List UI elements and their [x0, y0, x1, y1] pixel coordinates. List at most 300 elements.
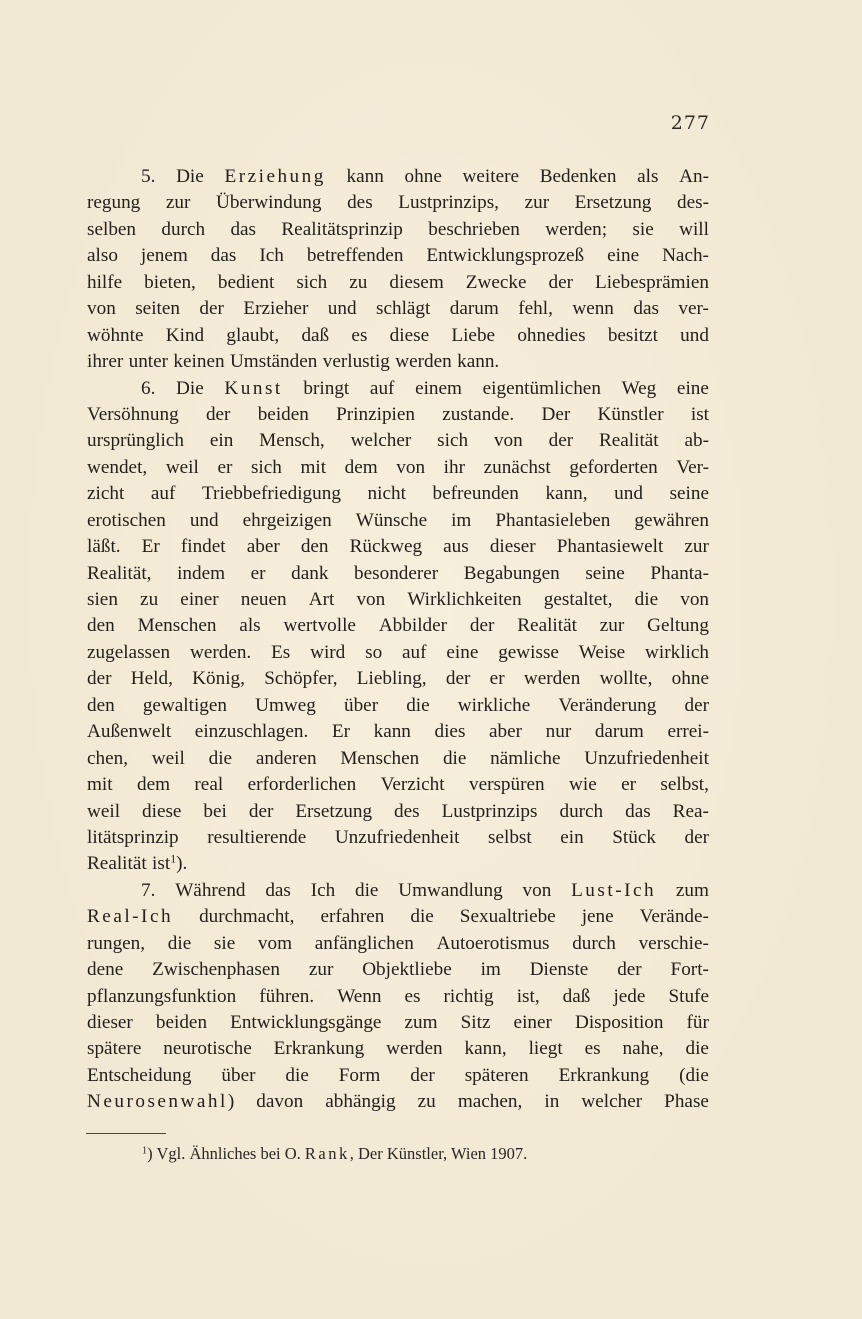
word: der — [205, 403, 231, 425]
word: des — [347, 192, 373, 214]
text-line — [87, 878, 709, 904]
word: wirkliche — [457, 694, 531, 716]
footnote-text: Vgl. Ähnliches bei O. Rank, Der Künstler, Wien 1907. — [156, 1144, 528, 1163]
word: mit — [300, 456, 327, 478]
word: gewaltigen — [142, 694, 228, 716]
word: anfänglichen — [314, 932, 414, 954]
word: als — [637, 166, 659, 187]
word: Er — [141, 536, 160, 558]
word: Ersetzung — [574, 192, 652, 214]
word: Objektliebe — [362, 959, 452, 981]
text-line — [87, 772, 709, 798]
word: Dienste — [529, 959, 589, 981]
emphasized-term: Neurosenwahl — [87, 1091, 228, 1113]
word: wertvolle — [283, 615, 356, 637]
word: eigentümlichen — [482, 377, 601, 399]
word: einer — [513, 1012, 552, 1033]
word: auf — [150, 483, 176, 505]
word: und — [327, 298, 357, 320]
word: der — [548, 271, 573, 293]
word: schlägt — [376, 298, 431, 320]
page-number: 277 — [670, 112, 710, 134]
word: Stufe — [668, 985, 709, 1007]
word: Überwindung — [215, 192, 322, 214]
word: des — [394, 800, 420, 822]
word: dieser — [87, 1012, 133, 1033]
word: Erkrankung — [273, 1038, 365, 1060]
word: erotischen — [87, 509, 166, 531]
word: Fort- — [670, 959, 709, 981]
word: läßt. — [87, 536, 121, 558]
word: nur — [545, 721, 572, 743]
word: ohne — [404, 166, 442, 187]
word: Liebe — [451, 324, 496, 346]
word: ist — [690, 403, 709, 425]
word: bei — [203, 800, 227, 822]
text-line — [87, 613, 709, 639]
emphasized-term: Kunst — [224, 377, 283, 399]
word: Rea- — [672, 800, 709, 822]
word: die — [354, 879, 379, 901]
word: Phantasieleben — [495, 509, 611, 531]
word: unter — [128, 351, 169, 373]
word: zu — [140, 589, 159, 610]
word: beiden — [257, 403, 309, 425]
emphasized-term: Lust-Ich — [571, 879, 657, 901]
word: die — [406, 694, 430, 716]
word: nahe, — [622, 1038, 664, 1060]
word: Bedenken — [539, 166, 617, 187]
word: fehl, — [518, 298, 553, 320]
word: Triebbefriedigung — [202, 483, 341, 505]
word: von — [356, 589, 386, 610]
word: Liebling, — [356, 668, 427, 690]
word: nicht — [367, 483, 406, 505]
word: der — [87, 668, 112, 690]
text-line — [87, 190, 709, 216]
word: jene — [581, 906, 614, 928]
word: zicht — [87, 483, 125, 505]
word: der — [248, 800, 274, 822]
word: sich — [296, 271, 328, 293]
word: Außenwelt — [87, 721, 172, 743]
word: neuen — [240, 589, 287, 610]
word: verschie- — [638, 932, 709, 954]
word: es — [351, 324, 368, 346]
word: zustande. — [442, 403, 515, 425]
word: Entscheidung — [87, 1064, 192, 1086]
word: einer — [180, 589, 219, 610]
word: von — [87, 298, 116, 320]
word: Weise — [578, 641, 626, 663]
word: Veränderung — [558, 694, 657, 716]
word: er — [489, 668, 505, 690]
word: sich — [437, 430, 469, 452]
word: diese — [142, 800, 182, 822]
word: zum — [675, 879, 709, 901]
word: also — [87, 245, 118, 267]
word: Ersetzung — [295, 800, 373, 822]
word: und — [189, 509, 219, 531]
word: die — [208, 747, 233, 769]
word: das — [210, 245, 237, 267]
word: in — [544, 1091, 560, 1113]
word: sie — [213, 932, 236, 954]
word: Rückweg — [349, 536, 423, 558]
text-line — [87, 825, 709, 851]
word: abhängig — [325, 1091, 396, 1113]
word: glaubt, — [226, 324, 280, 346]
word: von — [680, 589, 709, 610]
word: seiten — [135, 298, 180, 320]
word: Geltung — [647, 615, 709, 637]
word: Realität, — [87, 562, 152, 584]
word: Erkrankung — [558, 1064, 650, 1086]
word: Entwicklungsprozeß — [426, 245, 585, 267]
word: der — [548, 430, 574, 452]
emphasized-term: Erziehung — [224, 166, 326, 187]
word: bedient — [217, 271, 275, 293]
paragraph-p6 — [87, 376, 709, 878]
word: das — [633, 298, 659, 320]
word: findet — [180, 536, 226, 558]
word: hilfe — [87, 271, 123, 293]
word: wird — [310, 641, 346, 663]
word: litätsprinzip — [87, 826, 179, 848]
word: es — [404, 985, 421, 1007]
word: Art — [308, 589, 335, 610]
word: 6. — [141, 377, 156, 399]
word: selbst, — [660, 774, 709, 796]
footnote-marker-paren: ) — [147, 1144, 157, 1163]
text-line — [87, 799, 709, 825]
word: weil — [87, 800, 121, 822]
word: der — [410, 1064, 435, 1086]
word: einem — [415, 377, 462, 399]
word: ohne — [671, 668, 709, 690]
text-line — [87, 746, 709, 772]
word: von — [396, 456, 426, 478]
word: Während — [175, 879, 246, 901]
word: ab- — [684, 430, 709, 452]
word: den — [300, 536, 329, 558]
word: er — [250, 562, 266, 584]
word: von — [522, 879, 552, 901]
body-text — [87, 164, 709, 1116]
word: will — [679, 218, 709, 240]
word: chen, — [87, 747, 129, 769]
word: Umweg — [255, 694, 316, 716]
text-line — [87, 1010, 709, 1036]
word: ist, — [516, 985, 540, 1007]
word: Wenn — [337, 985, 382, 1007]
word: pflanzungsfunktion — [87, 985, 237, 1007]
word: ein — [209, 430, 234, 452]
word — [87, 904, 173, 930]
word: jede — [613, 985, 646, 1007]
text-line — [87, 693, 709, 719]
word: die — [442, 747, 467, 769]
text-line — [87, 931, 709, 957]
text-line — [87, 984, 709, 1010]
word: durch — [161, 218, 206, 240]
word: errei- — [667, 721, 709, 743]
paragraph-p5 — [87, 164, 709, 376]
word: Autoerotismus — [436, 932, 550, 954]
word: Form — [338, 1064, 381, 1086]
word: ehrgeizigen — [242, 509, 332, 531]
word: betreffenden — [306, 245, 404, 267]
word: Es — [271, 641, 291, 663]
word: die — [685, 1038, 709, 1060]
word — [224, 164, 325, 190]
word: Prinzipien — [336, 403, 415, 425]
word: Nach- — [662, 245, 709, 267]
word: (die — [679, 1064, 709, 1086]
word: ihr — [443, 456, 465, 478]
word: Phase — [664, 1091, 709, 1113]
word: Lustprinzips — [441, 800, 538, 822]
word: Umständen — [229, 351, 318, 373]
word: Künstler — [597, 403, 664, 425]
text-line — [87, 561, 709, 587]
word: sich — [250, 456, 282, 478]
word: und — [680, 324, 709, 346]
text-line — [87, 851, 709, 877]
word: der — [684, 694, 709, 716]
word: geforderten — [569, 456, 658, 478]
word: ein — [560, 826, 584, 848]
word: diese — [389, 324, 430, 346]
word: der — [469, 615, 495, 637]
word: späteren — [464, 1064, 529, 1086]
word — [224, 376, 282, 402]
word: Erzieher — [243, 298, 309, 320]
word: ist$^1$). — [152, 851, 188, 875]
word: es — [584, 1038, 601, 1060]
word: daß — [562, 985, 591, 1007]
word: selbst — [488, 826, 532, 848]
text-line — [87, 349, 709, 375]
word: bieten, — [144, 271, 196, 293]
word: gewähren — [634, 509, 709, 531]
word: das — [625, 800, 651, 822]
word: verlustig — [322, 351, 390, 373]
word: der — [445, 668, 471, 690]
word: dies — [434, 721, 466, 743]
word: 7. — [141, 879, 156, 901]
word: er — [621, 774, 637, 796]
word: erfahren — [320, 906, 385, 928]
word: Zwecke — [465, 271, 527, 293]
word: kann — [346, 166, 384, 187]
word: Verzicht — [380, 774, 445, 796]
word: Der — [541, 403, 571, 425]
text-line — [87, 1036, 709, 1062]
word: durch — [559, 800, 604, 822]
word: welcher — [581, 1091, 643, 1113]
word: 5. — [141, 166, 156, 187]
word: werden — [386, 1038, 443, 1060]
word: ohnedies — [517, 324, 586, 346]
word: Sexualtriebe — [459, 906, 556, 928]
word: dene — [87, 959, 124, 981]
word: wendet, — [87, 456, 148, 478]
word: werden — [395, 351, 452, 373]
word: die — [285, 1064, 309, 1086]
word: ihrer — [87, 351, 124, 373]
word: ursprünglich — [87, 430, 184, 452]
word: Realität — [598, 430, 659, 452]
word: Realität — [517, 615, 577, 637]
text-line — [87, 534, 709, 560]
word: Unzufriedenheit — [584, 747, 709, 769]
word: zu — [417, 1091, 436, 1113]
word: sie — [632, 218, 654, 240]
word: gewisse — [498, 641, 559, 663]
paragraph-p7 — [87, 878, 709, 1116]
word: eine — [676, 377, 709, 399]
word: seine — [669, 483, 709, 505]
word: aber — [489, 721, 523, 743]
word: die — [634, 589, 659, 610]
word: seine — [585, 562, 625, 584]
text-line — [87, 666, 709, 692]
word: wollte, — [599, 668, 653, 690]
word: kann. — [457, 351, 500, 373]
word: Begabungen — [463, 562, 560, 584]
footnote-reference: 1 — [170, 851, 177, 866]
word: Realität — [87, 853, 147, 875]
word: Weg — [621, 377, 657, 399]
word: vom — [257, 932, 293, 954]
word: werden. — [189, 641, 252, 663]
word: zum — [404, 1012, 438, 1033]
word: Stück — [612, 826, 656, 848]
word: Phantasiewelt — [556, 536, 664, 558]
text-line — [87, 508, 709, 534]
word: Liebesprämien — [594, 271, 709, 293]
text-line — [87, 402, 709, 428]
word: auf — [369, 377, 395, 399]
word: kann, — [545, 483, 588, 505]
word: An- — [679, 166, 709, 187]
word: führen. — [259, 985, 315, 1007]
text-line — [87, 296, 709, 322]
word: sien — [87, 589, 118, 610]
text-line — [87, 957, 709, 983]
word: Schöpfer, — [264, 668, 338, 690]
word: zu — [349, 271, 368, 293]
text-line — [87, 640, 709, 666]
word: weil — [165, 456, 199, 478]
word: rungen, — [87, 932, 146, 954]
text-line — [87, 164, 709, 190]
word: richtig — [443, 985, 494, 1007]
text-line — [87, 719, 709, 745]
word: nämliche — [490, 747, 561, 769]
text-line — [87, 217, 709, 243]
word: wenn — [572, 298, 614, 320]
word: zur — [165, 192, 191, 214]
word: als — [239, 615, 261, 637]
word: beiden — [155, 1012, 208, 1033]
word: eine — [446, 641, 479, 663]
word: dank — [291, 562, 329, 584]
word: machen, — [457, 1091, 523, 1113]
word: Umwandlung — [398, 879, 503, 901]
word: Die — [176, 377, 204, 399]
word: Entwicklungsgänge — [230, 1012, 382, 1033]
word: resultierende — [207, 826, 307, 848]
footnote — [142, 1144, 527, 1164]
word: besitzt — [607, 324, 658, 346]
word: über — [343, 694, 379, 716]
word: dem — [344, 456, 378, 478]
word: der — [199, 298, 224, 320]
word: von — [493, 430, 523, 452]
text-line — [87, 428, 709, 454]
text-line — [87, 904, 709, 930]
word: anderen — [255, 747, 317, 769]
text-line — [87, 1063, 709, 1089]
word: Neurosenwahl) — [87, 1091, 235, 1113]
word: gestaltet, — [543, 589, 613, 610]
word: Abbilder — [378, 615, 448, 637]
word: zugelassen — [87, 641, 171, 663]
word: kann, — [464, 1038, 507, 1060]
word: einzuschlagen. — [194, 721, 309, 743]
word: liegt — [528, 1038, 563, 1060]
word: Verände- — [639, 906, 709, 928]
word: ver- — [678, 298, 709, 320]
word: und — [614, 483, 643, 505]
emphasized-term: Real-Ich — [87, 906, 174, 928]
word: Menschen — [137, 615, 217, 637]
word — [571, 878, 656, 904]
word: durchmacht, — [199, 906, 295, 928]
word: kann — [373, 721, 411, 743]
word: zur — [599, 615, 625, 637]
word: Sitz — [460, 1012, 491, 1033]
word: das — [265, 879, 291, 901]
word: besonderer — [354, 562, 439, 584]
word: verspüren — [468, 774, 545, 796]
word: im — [480, 959, 501, 981]
word: Er — [331, 721, 350, 743]
word: darum — [449, 298, 499, 320]
word: werden — [523, 668, 581, 690]
word: Die — [176, 166, 204, 187]
word: König, — [192, 668, 245, 690]
word: der — [617, 959, 642, 981]
word: beschrieben — [428, 218, 520, 240]
word: auf — [402, 641, 427, 663]
footnote-divider — [86, 1133, 166, 1134]
footnote-marker: 1 — [142, 1145, 148, 1157]
text-line — [87, 323, 709, 349]
word: Kind — [165, 324, 205, 346]
word: Disposition — [574, 1012, 664, 1033]
word: für — [686, 1012, 709, 1033]
word: indem — [177, 562, 226, 584]
word: Ich — [259, 245, 284, 267]
word: spätere — [87, 1038, 142, 1060]
word: selben — [87, 218, 137, 240]
word: erforderlichen — [247, 774, 357, 796]
word: Wirklichkeiten — [407, 589, 522, 610]
word: Held, — [130, 668, 173, 690]
